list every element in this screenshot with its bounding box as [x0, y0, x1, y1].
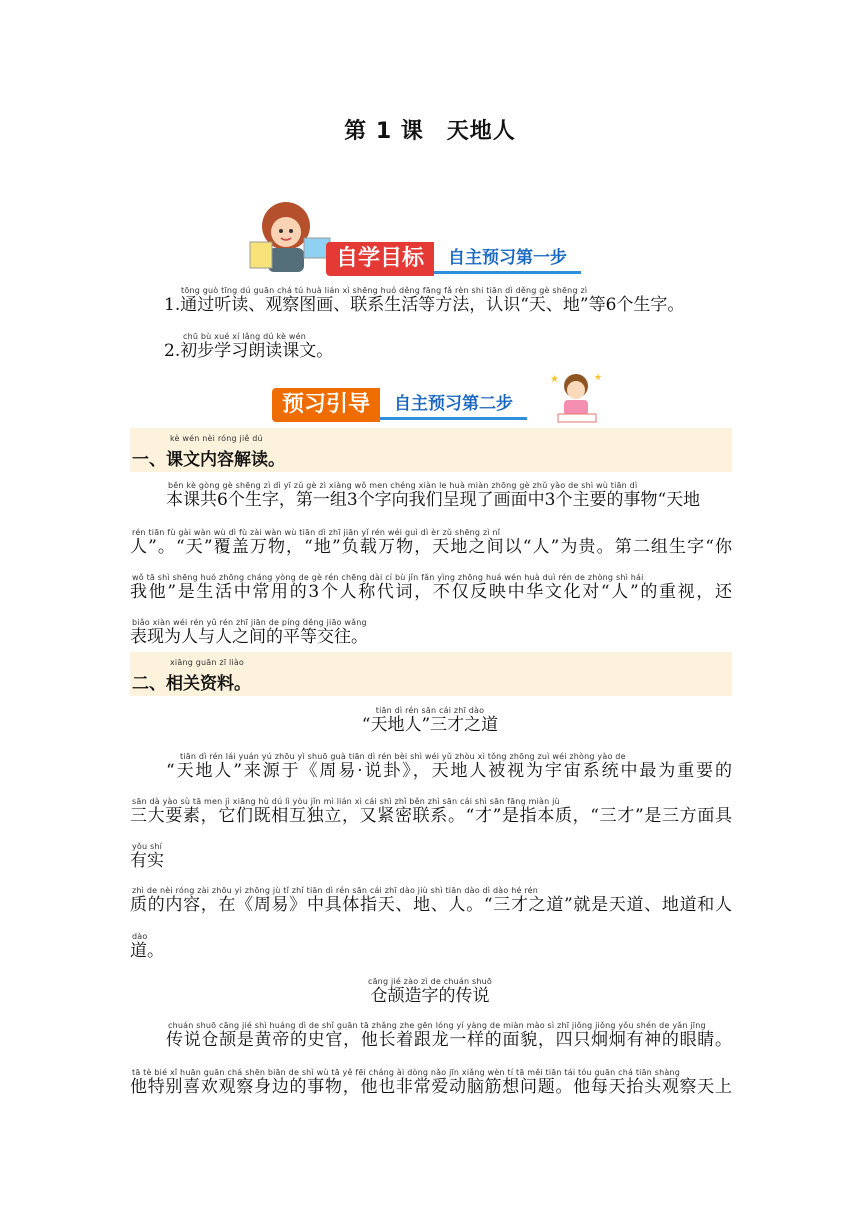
banner-tag: 自学目标 [326, 242, 434, 276]
objective-2-pinyin: chū bù xué xí lǎng dú kè wén [183, 332, 306, 341]
section-2-heading-pinyin: xiāng guān zī liào [170, 658, 245, 667]
section-1-line-1: 本课共6个生字，第一组3个字向我们呈现了画面中3个主要的事物“天地 [166, 490, 701, 510]
section-1-line-2: 人”。“天”覆盖万物，“地”负载万物，天地之间以“人”为贵。第二组生字“你 [130, 537, 732, 557]
objective-1-pinyin: tōng guò tīng dú guān chá tú huà lián xì shēng huó děng fāng fǎ rèn shi tiān dì děng gè shēng zì [181, 286, 588, 295]
article-2-title-pinyin: cāng jié zào zì de chuán shuō [367, 977, 492, 986]
banner-subtitle: 自主预习第二步 [380, 391, 527, 420]
girl-illustration [544, 368, 604, 428]
article-1-title: “天地人”三才之道 [361, 715, 499, 735]
article-1-line-1: “天地人”来源于《周易·说卦》，天地人被视为宇宙系统中最为重要的 [166, 761, 732, 781]
teacher-illustration [248, 198, 334, 274]
section-1-line-3: 我他”是生活中常用的3个人称代词，不仅反映中华文化对“人”的重视，还 [130, 582, 732, 602]
article-1-line-3: 有实 [130, 851, 164, 871]
svg-text:★: ★ [550, 374, 559, 385]
section-1-header [130, 428, 732, 472]
article-1-title-pinyin: tiān dì rén sān cái zhī dào [375, 706, 485, 715]
article-1-line-2-pinyin: sān dà yào sù tā men jì xiāng hù dú lì yòu jǐn mì lián xì cái shì zhǐ běn zhì sān cái shì sān fāng miàn jù [132, 797, 560, 806]
section-1-heading: 一、课文内容解读。 [132, 450, 285, 470]
article-1-line-2: 三大要素，它们既相互独立，又紧密联系。“才”是指本质，“三才”是三方面具 [130, 806, 732, 826]
objective-2: 2.初步学习朗读课文。 [164, 341, 334, 361]
section-1-line-3-pinyin: wǒ tā shì shēng huó zhōng cháng yòng de gè rén chēng dài cí bù jǐn fǎn yìng zhōng huá wén huà duì rén de zhòng shì hái [132, 573, 644, 582]
article-1-line-4-pinyin: zhì de nèi róng zài zhōu yì zhōng jù tǐ zhǐ tiān dì rén sān cái zhī dào jiù shì tiān dào dì dào hé rén [132, 886, 539, 895]
objective-1: 1.通过听读、观察图画、联系生活等方法，认识“天、地”等6个生字。 [164, 295, 685, 315]
section-2-heading: 二、相关资料。 [132, 674, 251, 694]
section-1-heading-pinyin: kè wén nèi róng jiě dú [170, 434, 263, 443]
article-1-line-3-pinyin: yǒu shí [132, 842, 163, 851]
section-1-line-2-pinyin: rén tiān fù gài wàn wù dì fù zài wàn wù tiān dì zhī jiān yǐ rén wéi guì dì èr zǔ shēng zì nǐ [132, 528, 501, 537]
banner-subtitle: 自主预习第一步 [434, 245, 581, 274]
preview-guide-banner [272, 388, 527, 422]
article-1-line-1-pinyin: tiān dì rén lái yuán yú zhōu yì shuō guà tiān dì rén bèi shì wéi yǔ zhòu xì tǒng zhōng zuì wéi zhòng yào de [180, 752, 626, 761]
section-1-line-1-pinyin: běn kè gòng gè shēng zì dì yī zǔ gè zì xiàng wǒ men chéng xiàn le huà miàn zhōng gè zhǔ yào de shì wù tiān dì [168, 481, 638, 490]
section-1-line-4: 表现为人与人之间的平等交往。 [130, 627, 368, 647]
section-1-line-4-pinyin: biǎo xiàn wéi rén yǔ rén zhī jiān de píng děng jiāo wǎng [132, 618, 367, 627]
banner-tag: 预习引导 [272, 388, 380, 422]
article-2-line-1-pinyin: chuán shuō cāng jié shì huáng dì de shǐ guān tā zhǎng zhe gēn lóng yí yàng de miàn mào sì zhī jiǒng jiǒng yǒu shén de yǎn jīng [168, 1021, 706, 1030]
article-2-line-2-pinyin: tā tè bié xǐ huān guān chá shēn biān de shì wù tā yě fēi cháng ài dòng nǎo jīn xiǎng wèn tí tā měi tiān tái tóu guān chá tiān shàng [132, 1068, 680, 1077]
page-title: 第 1 课 天地人 [344, 119, 516, 144]
article-2-line-2: 他特别喜欢观察身边的事物，他也非常爱动脑筋想问题。他每天抬头观察天上 [130, 1077, 732, 1097]
article-1-line-4: 质的内容，在《周易》中具体指天、地、人。“三才之道”就是天道、地道和人 [130, 895, 732, 915]
self-study-goals-banner [326, 242, 581, 276]
article-1-line-5-pinyin: dào [132, 932, 148, 941]
article-1-line-5: 道。 [130, 941, 164, 961]
article-2-title: 仓颉造字的传说 [370, 986, 490, 1006]
svg-text:★: ★ [594, 373, 603, 383]
article-2-line-1: 传说仓颉是黄帝的史官，他长着跟龙一样的面貌，四只炯炯有神的眼睛。 [166, 1030, 732, 1050]
section-2-header [130, 652, 732, 696]
